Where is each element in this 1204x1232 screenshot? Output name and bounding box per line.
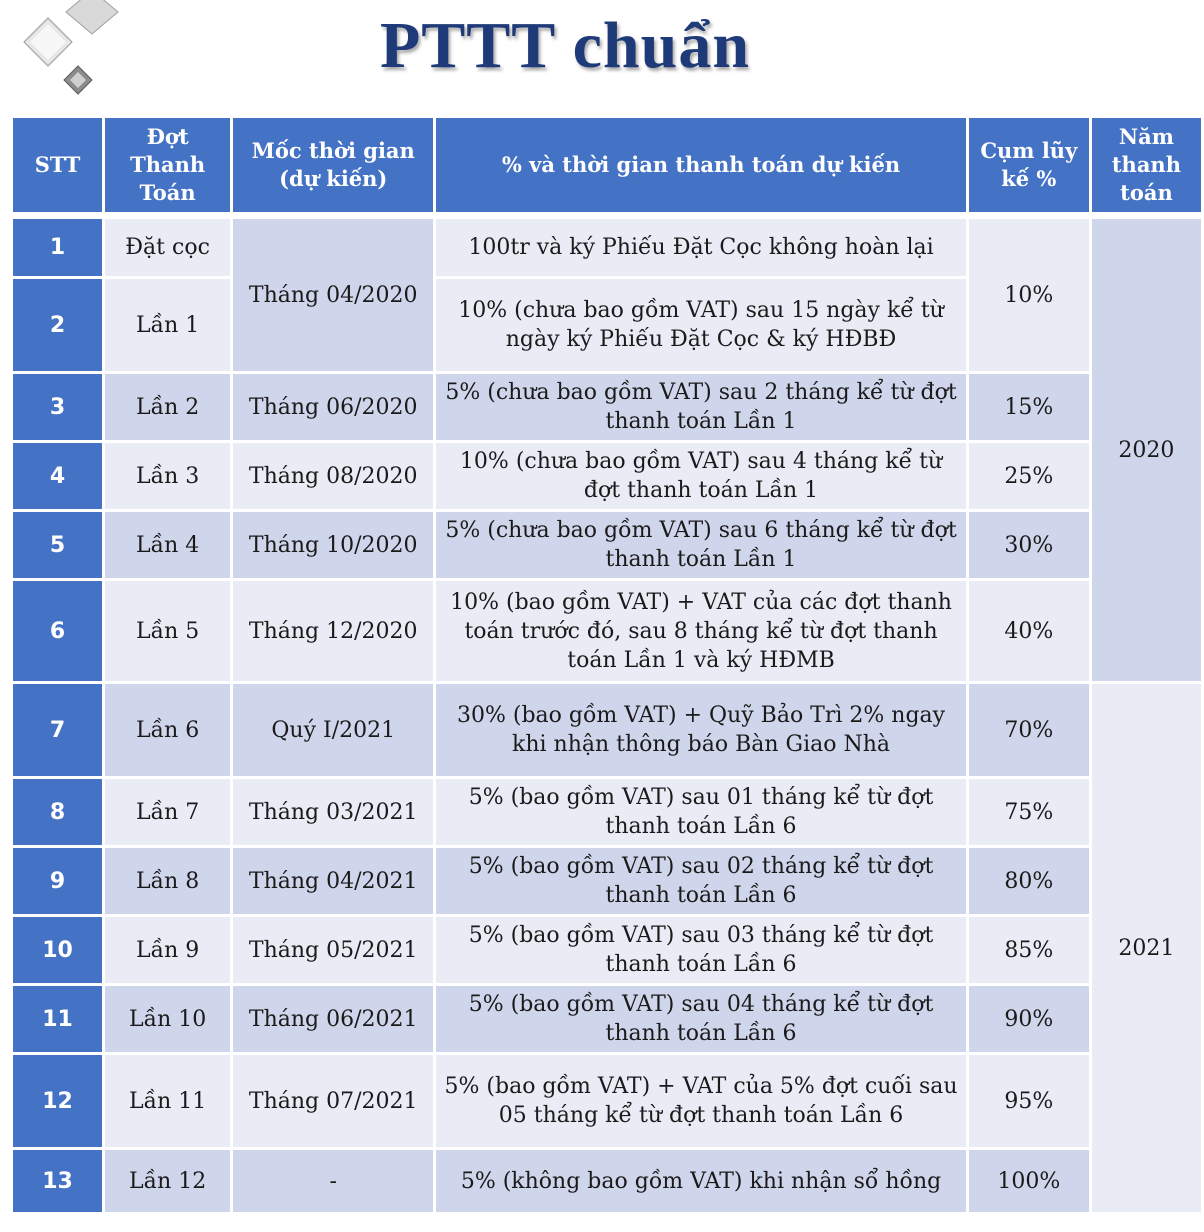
desc-cell: 30% (bao gồm VAT) + Quỹ Bảo Trì 2% ngay khi nhận thông báo Bàn Giao Nhà [436,684,965,776]
year-cell: 2021 [1092,684,1201,1212]
cum-cell: 85% [969,917,1089,983]
desc-cell: 5% (bao gồm VAT) sau 01 tháng kể từ đợt thanh toán Lần 6 [436,779,965,845]
cum-cell: 10% [969,219,1089,371]
moc-cell: Tháng 05/2021 [233,917,433,983]
moc-cell: Tháng 06/2020 [233,374,433,440]
table-row [13,219,1201,276]
cum-cell: 75% [969,779,1089,845]
moc-cell: Tháng 04/2021 [233,848,433,914]
page-title: PTTT chuẩn [379,9,751,82]
desc-cell: 10% (chưa bao gồm VAT) sau 4 tháng kể từ đợt thanh toán Lần 1 [436,443,965,509]
desc-cell: 5% (không bao gồm VAT) khi nhận sổ hồng [436,1150,965,1212]
moc-cell: Quý I/2021 [233,684,433,776]
stt-cell: 11 [13,986,102,1052]
dot-cell: Lần 7 [105,779,230,845]
table-row [13,779,1201,845]
moc-cell: Tháng 10/2020 [233,512,433,578]
moc-cell: Tháng 08/2020 [233,443,433,509]
dot-cell: Lần 12 [105,1150,230,1212]
dot-cell: Đặt cọc [105,219,230,276]
stt-cell: 6 [13,581,102,681]
stt-cell: 9 [13,848,102,914]
moc-cell: - [233,1150,433,1212]
dot-cell: Lần 9 [105,917,230,983]
cum-cell: 30% [969,512,1089,578]
desc-cell: 5% (bao gồm VAT) sau 04 tháng kể từ đợt thanh toán Lần 6 [436,986,965,1052]
payment-schedule-table [10,115,1204,1215]
table-row [13,374,1201,440]
desc-cell: 5% (bao gồm VAT) sau 02 tháng kể từ đợt thanh toán Lần 6 [436,848,965,914]
table-row [13,581,1201,681]
moc-cell: Tháng 06/2021 [233,986,433,1052]
header-dot: Đợt Thanh Toán [105,118,230,216]
table-row [13,848,1201,914]
table-row [13,986,1201,1052]
desc-cell: 5% (chưa bao gồm VAT) sau 6 tháng kể từ đợt thanh toán Lần 1 [436,512,965,578]
dot-cell: Lần 2 [105,374,230,440]
desc-cell: 5% (bao gồm VAT) + VAT của 5% đợt cuối sau 05 tháng kể từ đợt thanh toán Lần 6 [436,1055,965,1147]
stt-cell: 7 [13,684,102,776]
header-nam: Năm thanh toán [1092,118,1201,216]
stt-cell: 1 [13,219,102,276]
dot-cell: Lần 4 [105,512,230,578]
cum-cell: 15% [969,374,1089,440]
cum-cell: 95% [969,1055,1089,1147]
dot-cell: Lần 5 [105,581,230,681]
stt-cell: 13 [13,1150,102,1212]
stt-cell: 10 [13,917,102,983]
moc-cell: Tháng 04/2020 [233,219,433,371]
dot-cell: Lần 10 [105,986,230,1052]
dot-cell: Lần 8 [105,848,230,914]
header-stt: STT [13,118,102,216]
cum-cell: 100% [969,1150,1089,1212]
table-row [13,1055,1201,1147]
cum-cell: 40% [969,581,1089,681]
header-moc: Mốc thời gian (dự kiến) [233,118,433,216]
dot-cell: Lần 11 [105,1055,230,1147]
table-row [13,512,1201,578]
moc-cell: Tháng 07/2021 [233,1055,433,1147]
table-row [13,1150,1201,1212]
desc-cell: 100tr và ký Phiếu Đặt Cọc không hoàn lại [436,219,965,276]
header-cum: Cụm lũy kế % [969,118,1089,216]
table-row [13,917,1201,983]
year-cell: 2020 [1092,219,1201,681]
header-pct: % và thời gian thanh toán dự kiến [436,118,965,216]
stt-cell: 8 [13,779,102,845]
cum-cell: 25% [969,443,1089,509]
moc-cell: Tháng 12/2020 [233,581,433,681]
stt-cell: 3 [13,374,102,440]
moc-cell: Tháng 03/2021 [233,779,433,845]
dot-cell: Lần 3 [105,443,230,509]
desc-cell: 10% (chưa bao gồm VAT) sau 15 ngày kể từ ngày ký Phiếu Đặt Cọc & ký HĐBĐ [436,279,965,371]
cum-cell: 90% [969,986,1089,1052]
dot-cell: Lần 6 [105,684,230,776]
dot-cell: Lần 1 [105,279,230,371]
desc-cell: 5% (bao gồm VAT) sau 03 tháng kể từ đợt thanh toán Lần 6 [436,917,965,983]
table-header-row [13,118,1201,216]
table-row [13,443,1201,509]
stt-cell: 5 [13,512,102,578]
desc-cell: 10% (bao gồm VAT) + VAT của các đợt thanh toán trước đó, sau 8 tháng kể từ đợt thanh toán Lần 1 và ký HĐMB [436,581,965,681]
stt-cell: 4 [13,443,102,509]
stt-cell: 12 [13,1055,102,1147]
cum-cell: 70% [969,684,1089,776]
desc-cell: 5% (chưa bao gồm VAT) sau 2 tháng kể từ đợt thanh toán Lần 1 [436,374,965,440]
cum-cell: 80% [969,848,1089,914]
table-row [13,684,1201,776]
stt-cell: 2 [13,279,102,371]
